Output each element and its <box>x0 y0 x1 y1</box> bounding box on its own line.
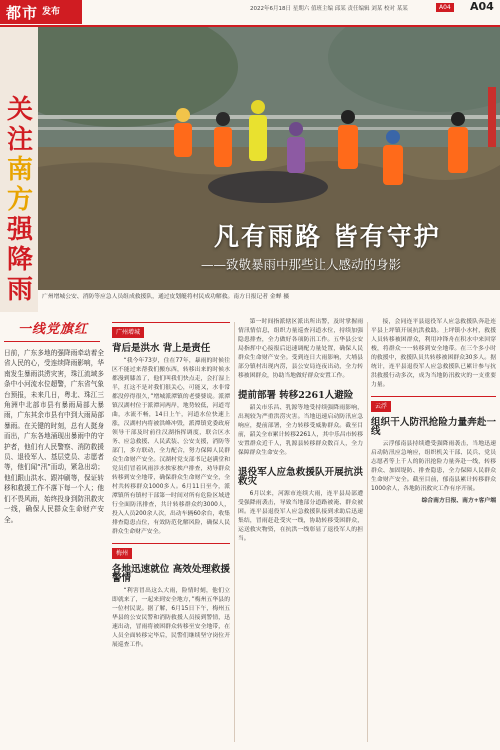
article-paragraph: 云浮郁南县持续遭受强降雨袭击，当地迅速启动防汛应急响应，组织机关干部、民兵、党员志愿者等上千人的防汛抢险力量奔赴一线，转移群众、加固堤防、排查隐患，全力保障人民群众生命财产安全。截至目前，郁南县累计转移群众1000余人，各地防汛救灾工作有序开展。 <box>371 441 496 492</box>
page-tag: A04 <box>436 3 454 12</box>
section-heading: 退役军人应急救援队开展抗洪救灾 <box>238 467 363 487</box>
article-paragraph: 韶关市乐昌、乳源等地受持续强降雨影响，出现较为严重洪涝灾害。当地迅速启动防汛应急响应，提前部署，全力转移受威胁群众。截至目前，韶关全市累计转移2261人，其中乐昌市转移安置群众近千人，乳源县转移群众数百人，全力保障群众生命安全。 <box>238 405 363 456</box>
vertical-char: 关 <box>6 95 33 125</box>
article-paragraph: “我今年73岁，住在77年，暴雨的时候往区不能过来帮我们搬东西，转移出来的时候水都漫到膝盖了，他们叫我们快点走，会打湿上半，扛这不是对我们很关心，可能又，水非常都没停得很久，”增城派潭镇的老婆婆说。派潭镇汉湖村位于派潭河两岸，地势较低，河道弯曲，水流不畅，14日上午，河道水位快速上涨，汉湖村内将被洪峰冲毁，派潭镇党委政府领导干部及时前往汉湖指挥调度，联合区水务、应急救援、人民武装、公安支援，消防等部门，多方联动，全力配合，努力保障人民群众生命财产安全。汉湖村党支部书记赵满堂和党员们冒着风雨涉水挨家挨户排查，劝导群众转移到安全地带，确保群众生命财产安全，全村共转移群众1000多人。6月11日至今，派潭镇所有镇村干部第一时间对所有危险区域进行全面防汛排查，共计转移群众约3000人，投入人员200余人次，出动车辆60余台，收集排查隐患点位，有效防范化解风险，确保人民群众生命财产安全。 <box>112 358 230 535</box>
brand-label: 都市 <box>6 3 39 22</box>
column-divider <box>234 322 235 742</box>
left-column <box>4 318 104 750</box>
article-paragraph: “利害冒出这么大雨，险情时刻，他们立即就来了，一起来到安全地方，”梅州五华县的一位村民说。据了解，6月15日下午，梅州五华县的公安民警和消防救援人员接到警情，迅速出动，冒雨将被困群众转移至安全地带，在人员全面转移完毕后，民警们继续坚守岗位开展巡查工作。 <box>112 588 230 648</box>
column-motto: 一线党旗红 <box>18 322 89 337</box>
article-column-3 <box>371 318 496 507</box>
section-brand <box>0 0 82 24</box>
article-column-1 <box>112 318 230 651</box>
vertical-char: 雨 <box>6 275 33 305</box>
headline-subtitle: ——致敬暴雨中那些让人感动的身影 <box>201 257 402 272</box>
section-heading: 背后是洪水 背上是责任 <box>112 343 211 354</box>
section-heading: 各地迅速就位 高效处理救援警情 <box>112 564 230 584</box>
vertical-char: 降 <box>6 245 33 275</box>
section-heading: 组织干人防汛抢险力量奔赴一线 <box>371 417 496 437</box>
article-signature: 综合南方日报、南方+客户端 <box>421 498 496 504</box>
article-paragraph: 第一时间指派辖区派出所出警，及时掌握雨情汛情信息，组织力量巡查河道水位，持续加强隐患排查，全力做好各项防汛工作。五华县公安局指挥中心接报后迅速调配力量处置，确保人民群众生命财产安全。受到连日大雨影响，大埔县部分镇村出现内涝，县公安局连夜出动，全力转移被困群众，协助当地做好群众安置工作。 <box>238 319 363 379</box>
masthead <box>0 0 500 28</box>
article-column-2 <box>238 318 363 545</box>
vertical-char: 南 <box>6 155 33 185</box>
page-number: A04 <box>470 0 494 13</box>
issue-meta: 2022年6月18日 星期六 值班主编 邱某 责任编辑 刘某 校对 某某 <box>250 6 408 12</box>
section-heading: 提前部署 转移2261人避险 <box>238 390 354 401</box>
vertical-char: 强 <box>6 215 33 245</box>
motto-rule <box>4 341 100 342</box>
left-column-body: 日前，广东多地的强降雨牵动着全省人民的心，受连续降雨影响，华南发生暴雨洪涝灾害，珠江流域多条中小河流水位超警，广东省气象台预报，未来几日，粤北、珠江三角洲中北部市县有暴雨局部大暴雨，广东其余市县有中到大雨局部暴雨。在关键的时刻，总有人挺身而出，广东各地涌现出暴雨中的守护者，他们有人民警察、消防救援员、退役军人、基层党员、志愿者等，他们闻“汛”而动，紧急出动；他们跟山洪水、跟冲刷等，保证转移和救援工作不落下每一个人；他们不畏风雨，始终投身到防汛救灾一线，确保人民群众生命财产安全。 <box>4 349 104 524</box>
article-paragraph: 6月以来，河源市连续大雨，连平县局部遭受强降雨袭击，导致当地部分道路被淹、群众被困。连平县退役军人应急救援队接到求助后迅速集结，冒雨赶赴受灾一线，协助转移受困群众，运送救灾物资，在抗洪一线彰显了退役军人的担当。 <box>238 491 363 542</box>
region-badge: 云浮 <box>371 401 391 412</box>
hero-photo <box>38 27 500 290</box>
article-paragraph: 接，会同连平县退役军人应急救援队奔赴连平县上坪镇开展抗洪救助。上坪镇小水村，救援人员转移被困群众，利用冲锋舟在积水中来回穿梭，将群众一一转移到安全地带。在三个多小时的救援中，救援队员共转移被困群众30多人。据统计，连平县退役军人应急救援队已累计参与抗洪救援行动多次，成为当地防汛救灾的一支重要力量。 <box>371 319 496 388</box>
headline: 凡有雨路 皆有守护 <box>214 222 441 251</box>
region-badge: 广州增城 <box>112 327 144 338</box>
vertical-char: 注 <box>6 125 33 155</box>
photo-caption: 广州增城公安、消防等应急人员组成救援队，通过皮划艇将村民成功解救。南方日报记者 金蝉 摄 <box>42 294 290 300</box>
vertical-title <box>3 95 37 305</box>
region-badge: 梅州 <box>112 548 132 559</box>
section-label: 发布 <box>42 6 61 17</box>
vertical-char: 方 <box>6 185 33 215</box>
column-divider <box>367 322 368 742</box>
